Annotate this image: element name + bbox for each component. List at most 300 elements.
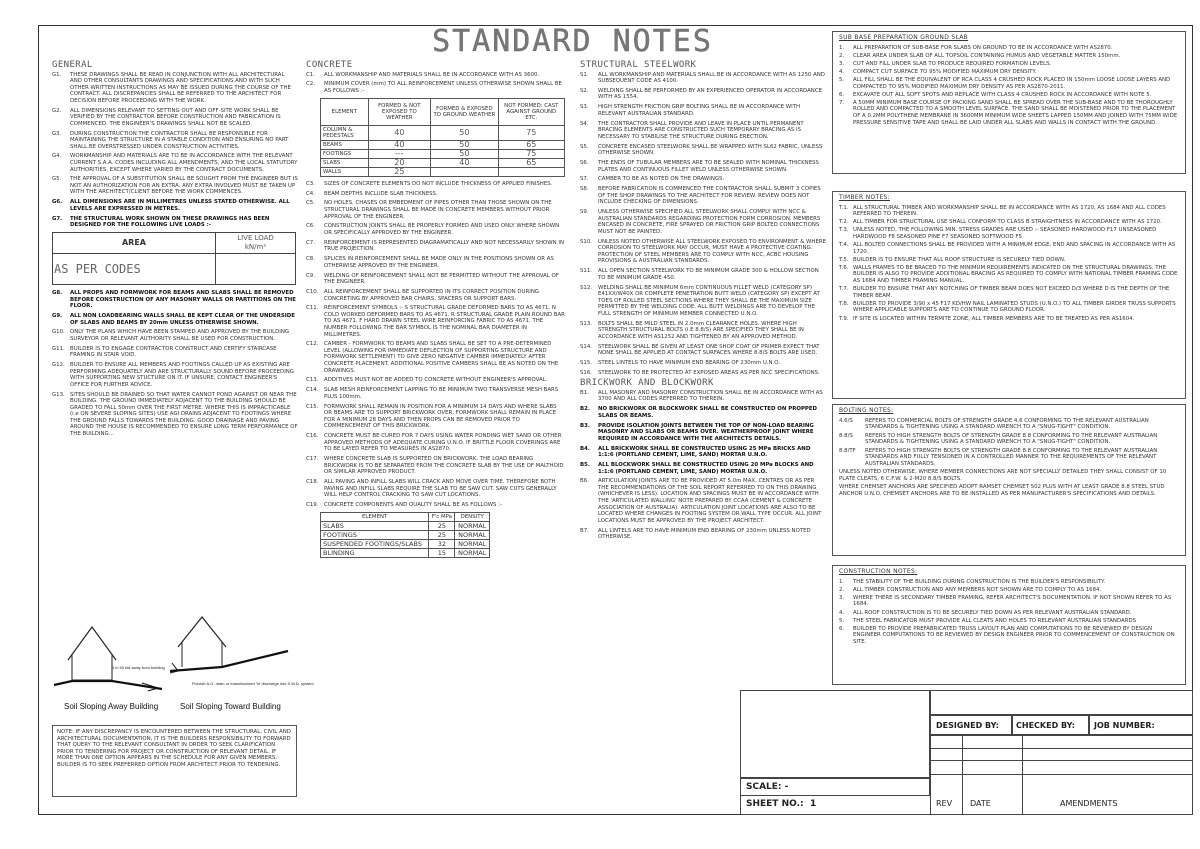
note-number: 8.8/S xyxy=(839,432,853,439)
steel-note-8 xyxy=(580,209,826,235)
concrete-note-2-8 xyxy=(306,305,566,338)
note-number: B4. xyxy=(580,445,590,452)
concrete-note-2-4 xyxy=(306,240,566,253)
quality-header-2: DENSITY xyxy=(455,512,490,521)
general-note-2-3 xyxy=(52,346,298,359)
note-number: S8. xyxy=(580,186,589,193)
general-note-2-2 xyxy=(52,329,298,342)
page-title: STANDARD NOTES xyxy=(432,24,713,59)
note-number: T.9. xyxy=(839,315,849,322)
note-text: CAMBER - FORMWORK TO BEAMS AND SLABS SHALL BE SET TO A PRE-DETERMINED LEVEL (ALLOWING FOR IMMEDIATE DEFLECTION OF SUPPORTING STRUCTURE AND FORMWORK SETTLEMENT) TO GIVE ZERO NEGATIVE CAMBER IMMEDIATELY AFTER CONCRETE PLACEMENT. ADDITIONAL POSITIVE CAMBERS SHALL BE AS NOTED ON THE DRAWINGS. xyxy=(324,341,559,374)
quality-header-1: F'c MPa xyxy=(429,512,455,521)
note-number: C17. xyxy=(306,456,319,463)
concrete-note-2-5 xyxy=(306,256,566,269)
job-number-label: JOB NUMBER: xyxy=(1094,721,1155,730)
quality-cell: NORMAL xyxy=(455,548,490,557)
scale-label: SCALE: - xyxy=(746,782,789,792)
construction-note-3 xyxy=(839,610,1179,617)
note-text: COMPACT CUT SURFACE TO 95% MODIFIED MAXIMUM DRY DENSITY. xyxy=(853,68,1037,75)
note-text: MINIMUM COVER (mm) TO ALL REINFORCEMENT UNLESS OTHERWISE SHOWN SHALL BE AS FOLLOWS :- xyxy=(324,81,562,94)
note-number: S14. xyxy=(580,343,592,350)
note-text: ALL MASONRY AND MASONRY CONSTRUCTION SHALL BE IN ACCORDANCE WITH AS 3700 AND ALL CODES REFERRED TO THEREIN. xyxy=(598,389,823,403)
note-number: S9. xyxy=(580,209,589,216)
steel-note-12 xyxy=(580,321,826,341)
general-note-1 xyxy=(52,108,298,128)
note-number: C4. xyxy=(306,190,315,197)
construction-note-5 xyxy=(839,626,1179,646)
sub-base-note-3 xyxy=(839,69,1179,76)
note-text: THE ENDS OF TUBULAR MEMBERS ARE TO BE SEALED WITH NOMINAL THICKNESS PLATES AND CONTINUOUS FILLET WELD UNLESS OTHERWISE SHOWN. xyxy=(598,160,819,173)
note-number: 7. xyxy=(839,99,845,106)
sketch-toward xyxy=(170,617,288,673)
note-number: S7. xyxy=(580,176,589,183)
note-number: S16. xyxy=(580,369,592,376)
cover-table xyxy=(320,98,565,177)
sketch-away xyxy=(54,627,162,691)
note-number: B7. xyxy=(580,527,589,534)
concrete-note-2-16 xyxy=(306,502,566,509)
cover-cell: COLUMN & PEDESTALS xyxy=(321,125,369,140)
note-text: THE STEEL FABRICATOR MUST PROVIDE ALL CLEATS AND HOLES TO RELEVANT AUSTRALIAN STANDARDS xyxy=(853,617,1137,624)
note-number: B1. xyxy=(580,389,589,396)
note-text: WALLS FRAMES TO BE BRACED TO THE MINIMUM REQUIREMENTS INDICATED ON THE STRUCTURAL DRAWINGS. THE BUILDER IS ALSO TO PROVIDE ADDITIONAL BRACING AS REQUIRED TO COMPLY WITH NATIONAL TIMBER FRAMING CODE AS 1684 AND TIMBER FRAMING MANUAL. xyxy=(853,264,1178,284)
cover-cell: SLABS xyxy=(321,158,369,167)
note-number: S4. xyxy=(580,120,589,127)
quality-cell: 15 xyxy=(429,548,455,557)
cover-cell: 50 xyxy=(431,140,498,149)
note-text: WELDING OF REINFORCEMENT SHALL NOT BE PERMITTED WITHOUT THE APPROVAL OF THE ENGINEER. xyxy=(324,272,559,286)
steel-heading: STRUCTURAL STEELWORK xyxy=(580,60,697,70)
construction-note-4 xyxy=(839,618,1179,625)
note-number: T.1. xyxy=(839,204,849,211)
bolting-extra-1: UNLESS NOTED OTHERWISE, WHERE MEMBER CONNECTIONS ARE NOT SPECIALLY DETAILED THEY SHALL CONSIST OF 10 PLATE CLEATS, 6 C.F.W. & 2-M20 8.8/S BOLTS. xyxy=(839,469,1167,482)
general-column xyxy=(52,62,298,441)
note-number: T.7. xyxy=(839,286,849,293)
note-text: UNLESS OTHERWISE SPECIFIED ALL STEELWORK SHALL COMPLY WITH NCC & AUSTRALIAN STANDARDS REGARDING PROTECTION FORM CORROSION. MEMBERS ENCASED IN CONCRETE, FIRE SPRAYED OR FRICTION GRIP BOLTED CONNECTIONS MUST NOT BE PAINTED. xyxy=(598,209,821,235)
note-text: THE STABILITY OF THE BUILDING DURING CONSTRUCTION IS THE BUILDER'S RESPONSIBILITY. xyxy=(853,578,1106,585)
table-row xyxy=(321,521,490,530)
bolting-heading: BOLTING NOTES: xyxy=(839,407,894,414)
note-text: WELDING SHALL BE PERFORMED BY AN EXPERIENCED OPERATOR IN ACCORDANCE WITH AS 1554. xyxy=(598,87,823,101)
note-text: DURING CONSTRUCTION THE CONTRACTOR SHALL BE RESPONSIBLE FOR MAINTAINING THE STRUCTURE IN A STABLE CONDITION AND ENSURING NO PART SHALL BE OVERSTRESSED UNDER CONSTRUCTION ACTIVITIES. xyxy=(70,130,289,150)
note-number: S6. xyxy=(580,160,589,167)
timber-note-7 xyxy=(839,301,1179,314)
concrete-note-2-14 xyxy=(306,456,566,476)
note-number: G5. xyxy=(52,176,62,183)
quality-header-0: ELEMENT xyxy=(321,512,429,521)
steel-note-0 xyxy=(580,72,826,85)
steel-note-11 xyxy=(580,285,826,318)
live-load-header xyxy=(216,233,296,254)
timber-note-3 xyxy=(839,242,1179,255)
sub-base-note-6 xyxy=(839,100,1179,126)
note-number: T.5. xyxy=(839,256,849,263)
note-number: S12. xyxy=(580,284,592,291)
timber-note-4 xyxy=(839,257,1179,264)
note-number: S13. xyxy=(580,320,592,327)
quality-cell: FOOTINGS xyxy=(321,530,429,539)
concrete-note-2-2 xyxy=(306,200,566,220)
general-note-4 xyxy=(52,176,298,196)
concrete-note-2-7 xyxy=(306,289,566,302)
note-text: BEFORE FABRICATION IS COMMENCED THE CONTRACTOR SHALL SUBMIT 3 COPIES OF THE SHOP DRAWINGS TO THE ARCHITECT FOR REVIEW. REVIEW DOES NOT INCLUDE CHECKING OF DIMENSIONS. xyxy=(598,186,821,206)
construction-note-2 xyxy=(839,595,1179,608)
general-note-3 xyxy=(52,153,298,173)
note-text: ALL ROOF CONSTRUCTION IS TO BE SECURELY TIED DOWN AS PER RELEVANT AUSTRALIAN STANDARD. xyxy=(853,609,1132,616)
note-text: FORMWORK SHALL REMAIN IN POSITION FOR A MINIMUM 14 DAYS AND WHERE SLABS OR BEAMS ARE TO SUPPORT BRICKWORK OVER, FORMWORK SHALL REMAIN IN PLACE FOR A MINIMUM 28 DAYS AND THEN PROPS CAN BE REMOVED PRIOR TO COMMENCEMENT OF THIS BRICKWORK. xyxy=(324,403,557,430)
steel-note-3 xyxy=(580,121,826,141)
tb-top-empty xyxy=(930,690,1193,715)
note-text: SPLICES IN REINFORCEMENT SHALL BE MADE ONLY IN THE POSITIONS SHOWN OR AS OTHERWISE APPROVED BY THE ENGINEER. xyxy=(324,256,554,269)
concrete-notes-2 xyxy=(306,181,566,509)
area-value: AS PER CODES xyxy=(53,254,216,285)
note-number: G10. xyxy=(52,329,65,336)
note-number: 1. xyxy=(839,578,845,585)
note-text: CONCRETE ENCASED STEELWORK SHALL BE WRAPPED WITH SL62 FABRIC, UNLESS OTHERWISE SHOWN. xyxy=(598,143,823,157)
note-number: S15. xyxy=(580,359,592,366)
bolting-box xyxy=(832,404,1186,556)
note-text: ALL BLOCKWORK SHALL BE CONSTRUCTED USING 20 MPa BLOCKS AND 1:1:6 (PORTLAND CEMENT, LIME, SAND) MORTAR U.N.O. xyxy=(598,461,814,475)
general-note-0 xyxy=(52,72,298,105)
general-notes-2 xyxy=(52,290,298,437)
note-text: CONCRETE MUST BE CURED FOR 7 DAYS USING WATER PONDING WET SAND OR OTHER APPROVED METHODS OF ADEQUATE CURING U.N.O. IF BRITTLE FLOOR COVERINGS ARE TO BE LAYED REFER TO MEASURES IN AS2870. xyxy=(324,433,562,453)
note-number: G3. xyxy=(52,130,62,137)
note-number: 4. xyxy=(839,68,845,75)
note-text: HIGH STRENGTH FRICTION GRIP BOLTING SHALL BE IN ACCORDANCE WITH RELEVANT AUSTRALIAN STANDARD. xyxy=(598,104,801,117)
cover-cell: 75 xyxy=(498,125,564,140)
concrete-note-2-13 xyxy=(306,433,566,453)
note-text: ALL NON LOADBEARING WALLS SHALL BE KEPT CLEAR OF THE UNDERSIDE OF SLABS AND BEAMS BY 20mm UNLESS OTHERWISE SHOWN. xyxy=(70,313,295,326)
timber-notes xyxy=(839,205,1179,323)
steel-note-13 xyxy=(580,344,826,357)
steel-note-9 xyxy=(580,239,826,265)
note-number: T.8. xyxy=(839,300,849,307)
quality-cell: SLABS xyxy=(321,521,429,530)
note-text: STEEL LINTELS TO HAVE MINIMUM END BEARING OF 230mm U.N.O. xyxy=(598,359,781,366)
note-number: C10. xyxy=(306,288,319,295)
soil-sketch xyxy=(52,605,314,715)
brick-note-2 xyxy=(580,423,826,443)
note-text: NO HOLES, CHASES OR EMBEDMENT OF PIPES OTHER THAN THOSE SHOWN ON THE STRUCTURAL DRAWINGS SHALL BE MADE IN CONCRETE MEMBERS WITHOUT PRIOR APPROVAL OF THE ENGINEER. xyxy=(324,200,552,220)
cover-header-2: FORMED & EXPOSED TO GROUND WEATHER xyxy=(431,98,498,125)
concrete-heading: CONCRETE xyxy=(306,60,353,70)
general-note-2-1 xyxy=(52,313,298,326)
note-text: BUILDER TO PROVIDE PREFABRICATED TRUSS LAYOUT PLAN AND COMPUTATIONS TO BE REVIEWED BY DESIGN ENGINEER COMPUTATIONS TO BE REVIEWED BY DESIGN ENGINEER PRIOR TO COMMENCEMENT OF CONSTRUCTION ON SITE. xyxy=(853,625,1175,645)
table-row xyxy=(321,167,565,176)
note-text: ALL BRICKWORK SHALL BE CONSTRUCTED USING 25 MPa BRICKS AND 1:1:6 (PORTLAND CEMENT, LIME, SAND) MORTAR U.N.O. xyxy=(598,445,811,459)
note-text: CAMBER TO BE AS NOTED ON THE DRAWINGS. xyxy=(598,176,725,183)
cover-cell: 50 xyxy=(431,125,498,140)
rev-label: REV xyxy=(936,799,953,808)
note-text: BUILDER TO ENSURE THAT ANY NOTCHING OF TIMBER BEAM DOES NOT EXCEED D/3 WHERE D IS THE DEPTH OF THE TIMBER BEAM. xyxy=(853,286,1170,299)
timber-heading: TIMBER NOTES: xyxy=(839,194,890,201)
concrete-note-2-1 xyxy=(306,191,566,198)
quality-table xyxy=(320,512,490,558)
sub-base-note-1 xyxy=(839,53,1179,60)
quality-cell: 32 xyxy=(429,539,455,548)
note-number: T.4. xyxy=(839,242,849,249)
designed-by-label: DESIGNED BY: xyxy=(936,721,999,730)
note-number: 2. xyxy=(839,52,845,59)
note-number: S3. xyxy=(580,104,589,111)
note-number: C3. xyxy=(306,180,315,187)
note-number: 3. xyxy=(839,60,845,67)
bolting-note-2 xyxy=(839,448,1179,468)
timber-box xyxy=(832,191,1186,399)
table-row xyxy=(321,530,490,539)
discrepancy-note-box xyxy=(52,725,297,797)
cover-cell: 40 xyxy=(368,140,431,149)
sub-base-heading: SUB BASE PREPARATION GROUND SLAB xyxy=(839,34,969,41)
table-row xyxy=(321,548,490,557)
note-text: CUT AND FILL UNDER SLAB TO PRODUCE REQUIRED FORMATION LEVELS. xyxy=(853,60,1052,67)
note-text: BUILDER IS TO ENSURE THAT ALL ROOF STRUCTURE IS SECURELY TIED DOWN. xyxy=(853,256,1066,263)
note-text: STEELWORK SHALL BE GIVEN AT LEAST ONE SHOP COAT OF PRIMER EXPECT THAT NONE SHALL BE APPLIED AT CONTACT SURFACES WHERE 8.8/S BOLTS ARE USED. xyxy=(598,343,820,357)
quality-cell: 25 xyxy=(429,521,455,530)
note-number: G12. xyxy=(52,362,65,369)
note-text: THE CONTRACTOR SHALL PROVIDE AND LEAVE IN PLACE UNTIL PERMANENT BRACING ELEMENTS ARE CONSTRUCTED SUCH TEMPORARY BRACING AS IS NECESSARY TO STABILISE THE STRUCTURE DURING ERECTION. xyxy=(598,120,804,140)
note-text: ALL FILL SHALL BE THE EQUIVALENT OF RCA CLASS 4 CRUSHED ROCK PLACED IN 150mm LOOSE LOOSE LAYERS AND COMPACTED TO 95% MODIFIED MAXIMUM DRY DENSITY AS PER AS2870-2011. xyxy=(853,77,1171,90)
note-text: WHERE CONCRETE SLAB IS SUPPORTED ON BRICKWORK, THE LOAD BEARING BRICKWORK IS TO BE SEPARATED FROM THE CONCRETE SLAB BY THE USE OF MALTHOID OR SIMILAR APPROVED PRODUCT. xyxy=(324,456,564,476)
sketch-left-caption: Soil Sloping Away Building xyxy=(64,702,159,711)
general-note-2 xyxy=(52,131,298,151)
note-number: C14. xyxy=(306,387,319,394)
note-number: B2. xyxy=(580,406,590,413)
note-number: C2. xyxy=(306,81,315,88)
discrepancy-note: NOTE: IF ANY DISCREPANCY IS ENCOUNTERED BETWEEN THE STRUCTURAL, CIVIL AND ARCHITECTURAL DOCUMENTATION, IT IS THE BUILDERS RESPONSIBILITY TO FORWARD THAT QUERY TO THE RELEVANT CONSULTANT IN ORDER TO SEEK CLARIFICATION PRIOR TO TENDERING FOR PROJECT OR CONSTRUCTION OF RELEVANT DETAIL. IF MORE THAN ONE OPTION APPEARS IN THE SCHEDULE FOR ANY GIVEN MEMBERS, BUILDER IS TO SEEK PREFERRED OPTION FROM ARCHITECT PRIOR TO TENDERING. xyxy=(57,729,291,768)
note-number: B6. xyxy=(580,478,589,485)
sub-base-notes xyxy=(839,45,1179,127)
cover-cell: FOOTINGS xyxy=(321,149,369,158)
timber-note-5 xyxy=(839,265,1179,285)
note-text: ALL WORKMANSHIP AND MATERIALS SHALL BE IN ACCORDANCE WITH AS 3600. xyxy=(324,71,540,78)
brick-note-4 xyxy=(580,462,826,475)
brick-notes xyxy=(580,390,826,541)
concrete-note-2-12 xyxy=(306,404,566,430)
general-notes xyxy=(52,72,298,229)
note-text: REFERS TO HIGH STRENGTH BOLTS OF STRENGTH GRADE 8.8 CONFORMING TO THE RELEVANT AUSTRALIAN STANDARDS AND FULLY TENSIONED IN A CONTROLLED MANNER TO THE REQUIREMENTS OF THE RELEVANT AUSTRALIAN STANDARDS. xyxy=(865,447,1158,467)
note-number: C8. xyxy=(306,256,315,263)
note-number: C19. xyxy=(306,501,319,508)
live-load-value xyxy=(216,254,296,285)
note-number: C13. xyxy=(306,377,319,384)
note-text: ALL TIMBER CONSTRUCTION AND ANY MEMBERS NOT SHOWN ARE TO COMPLY TO AS 1684. xyxy=(853,586,1102,593)
note-number: C5. xyxy=(306,200,315,207)
brick-note-5 xyxy=(580,478,826,524)
note-text: REFERS TO HIGH STRENGTH BOLTS OF STRENGTH GRADE 8.8 CONFORMING TO THE RELEVANT AUSTRALIAN STANDARDS & TIGHTENING USING A STANDARD WRENCH TO A "SNUG-TIGHT" CONDITION. xyxy=(865,432,1158,446)
note-number: C18. xyxy=(306,479,319,486)
note-text: THE APPROVAL OF A SUBSTITUTION SHALL BE SOUGHT FROM THE ENGINEER BUT IS NOT AN AUTHORIZATION FOR AN EXTRA. ANY EXTRA INVOLVED MUST BE TAKEN UP WITH THE ARCHITECT/CLIENT BEFORE THE WORK COMMENCES. xyxy=(70,176,298,196)
amend-row-1 xyxy=(930,748,1193,761)
timber-note-1 xyxy=(839,219,1179,226)
concrete-note-1 xyxy=(306,81,566,94)
cover-cell: 40 xyxy=(431,158,498,167)
sheet-no-value: 1 xyxy=(810,799,817,809)
concrete-note-2-15 xyxy=(306,479,566,499)
note-text: ALL PAVING AND INFILL SLABS WILL CRACK AND MOVE OVER TIME. THEREFORE BOTH PAVING AND INFILL SLABS REQUIRE THE SLAB TO BE SAW CUT. SAW CUTS GENERALLY WILL HELP CONTROL CRACKING TO SAW CUT LOCATIONS. xyxy=(324,479,557,499)
note-number: S10. xyxy=(580,238,592,245)
cover-cell: 20 xyxy=(368,158,431,167)
note-text: STEELWORK TO BE PROTECTED AT EXPOSED AREAS AS PER NCC SPECIFICATIONS. xyxy=(598,369,820,376)
note-text: NO BRICKWORK OR BLOCKWORK SHALL BE CONSTRUCTED ON PROPPED SLABS OR BEAMS. xyxy=(598,406,818,419)
note-text: BUILDER TO PROVIDE 3/90 x 45 F17 KD/HW NAIL LAMINATED STUDS (U.N.O.) TO ALL TIMBER GIRDER TRUSS SUPPORTS WHERE APPLICABLE SUPPORTS ARE TO CONTINUE TO GROUND FLOOR. xyxy=(853,300,1176,314)
note-number: T.3. xyxy=(839,227,849,234)
live-load-unit: kN/m² xyxy=(244,243,267,252)
note-text: BOLTS SHALL BE MILD STEEL IN 2.0mm CLEARANCE HOLES. WHERE HIGH STRENGTH STRUCTURAL BOLTS (i.E 8.8/S) ARE SPECIFIED THEY SHALL BE IN ACCORDANCE WITH AS1252 AND TIGHTENED BY AN APPROVED METHOD. xyxy=(598,320,804,340)
note-number: 6. xyxy=(839,625,845,632)
brick-note-0 xyxy=(580,390,826,403)
timber-note-8 xyxy=(839,316,1179,323)
note-text: THESE DRAWINGS SHALL BE READ IN CONJUNCTION WITH ALL ARCHITECTURAL AND OTHER CONSULTANTS DRAWINGS AND SPECIFICATIONS AND WITH SUCH OTHER WRITTEN INSTRUCTIONS AS MAY BE ISSUED DURING THE COURSE OF THE CONTRACT. ALL DISCREPANCIES SHALL BE REFERRED TO THE ARCHITECT FOR DECISION BEFORE PROCEEDING WITH THE WORK. xyxy=(70,71,291,104)
note-number: C9. xyxy=(306,272,315,279)
note-text: BEAM DEPTHS INCLUDE SLAB THICKNESS. xyxy=(324,190,438,197)
bolting-note-1 xyxy=(839,433,1179,446)
note-number: C12. xyxy=(306,341,319,348)
sub-base-box xyxy=(832,31,1186,174)
brick-note-3 xyxy=(580,446,826,459)
steel-note-4 xyxy=(580,144,826,157)
cover-cell xyxy=(431,167,498,176)
bolting-note-0 xyxy=(839,418,1179,431)
bolting-notes xyxy=(839,418,1179,468)
cover-cell: --- xyxy=(368,149,431,158)
note-number: G7. xyxy=(52,215,63,222)
concrete-note-2-0 xyxy=(306,181,566,188)
note-number: G11. xyxy=(52,345,65,352)
note-number: G4. xyxy=(52,153,62,160)
timber-note-0 xyxy=(839,205,1179,218)
cover-cell: 65 xyxy=(498,140,564,149)
steel-note-6 xyxy=(580,176,826,183)
note-text: WELDING SHALL BE MINIMUM 6mm CONTINUOUS FILLET WELD (CATEGORY SP) E41XX/W40X OR COMPLETE PENETRATION BUTT WELD (CATEGORY SP) EXCEPT AT TOES OF ROLLED STEEL SECTIONS WHERE THEY SHALL BE THE MAXIMUM SIZE PERMITTED BY THE WELDING CODE. ALL BUTT WELDINGS ARE TO DEVELOP THE FULL STRENGTH OF MINIMUM MEMBER CONNECTED U.N.O. xyxy=(598,284,820,317)
cover-header-0: ELEMENT xyxy=(321,98,369,125)
note-number: S1. xyxy=(580,71,589,78)
timber-note-2 xyxy=(839,227,1179,240)
table-row xyxy=(321,149,565,158)
steel-note-1 xyxy=(580,88,826,101)
general-note-2-0 xyxy=(52,290,298,310)
sub-base-note-2 xyxy=(839,61,1179,68)
note-text: A 50MM MINIMUM BASE COURSE OF PACKING SAND SHALL BE SPREAD OVER THE SUB-BASE AND TO BE THOROUGHLY ROLLED AND COMPACTED TO A SMOOTH LEVEL SURFACE. THE SAND SHALL BE MOISTENED PRIOR TO THE PLACEMENT OF A 0.2MM POLYTHENE MEMBRANE IN 3600MM MINIMUM WIDE SHEETS LAPPED 150MM AND JOINED WITH 75MM WIDE PRESSURE SENSITIVE TAPE AND SHALL BE LAID UNDER ALL SLABS AND WALLS IN CONTACT WITH THE GROUND. xyxy=(853,99,1178,126)
title-logo-area xyxy=(740,690,930,778)
note-number: B5. xyxy=(580,461,590,468)
note-number: G6. xyxy=(52,199,63,206)
brick-note-6 xyxy=(580,528,826,541)
note-number: B3. xyxy=(580,422,590,429)
cover-cell: 50 xyxy=(431,149,498,158)
construction-note-1 xyxy=(839,587,1179,594)
sketch-right-caption: Soil Sloping Toward Building xyxy=(180,702,281,711)
note-number: C7. xyxy=(306,239,315,246)
note-text: BUILDER IS TO ENGAGE CONTRACTOR CONSTRUCT AND CERTIFY STAIRCASE FRAMING IN STAIR VOID. xyxy=(70,345,277,359)
concrete-column xyxy=(306,62,566,558)
steel-note-5 xyxy=(580,160,826,173)
note-number: 1. xyxy=(839,44,845,51)
quality-cell: NORMAL xyxy=(455,530,490,539)
note-number: S11. xyxy=(580,268,592,275)
note-text: REINFORCEMENT SYMBOLS :- S STRUCTURAL GRADE DEFORMED BARS TO AS 4671. N COLD WORKED DEFORMED BARS TO AS 4671. R STRUCTURAL GRADE PLAIN ROUND BAR TO AS 4671. F HARD DRAWN STEEL WIRE REINFORCING FABRIC TO AS 4671. THE NUMBER FOLLOWING THE BAR SYMBOL IS THE NOMINAL BAR DIAMETER IN MILLIMETRES. xyxy=(324,305,565,338)
brick-heading: BRICKWORK AND BLOCKWORK xyxy=(580,378,714,389)
general-note-2-4 xyxy=(52,362,298,388)
note-text: CONCRETE COMPONENTS AND QUALITY SHALL BE AS FOLLOWS :- xyxy=(324,501,502,508)
note-text: ALL STRUCTURAL TIMBER AND WORKMANSHIP SHALL BE IN ACCORDANCE WITH AS 1720, AS 1684 AND ALL CODES REFERRED TO THEREIN. xyxy=(853,204,1166,218)
bolting-extra-2: WHERE CHEMSET ANCHORS ARE SPECIFIED ADOPT RAMSET CHEMSET 502 PLUS WITH AT LEAST GRADE 8.8 STEEL STUD ANCHOR U.N.O. CHEMSET ANCHORS ARE TO BE INSTALLED AS PER MANUFACTURER'S SPECIFICATIONS AND DETAILS. xyxy=(839,484,1165,498)
note-text: ALL BOLTED CONNECTIONS SHALL BE PROVIDED WITH A MINIMUM EDGE, END AND SPACING IN ACCORDANCE WITH AS 1720. xyxy=(853,242,1176,255)
steel-notes xyxy=(580,72,826,377)
sheet-no-label: SHEET NO.: xyxy=(746,799,804,809)
cover-header-3: NOT FORMED: CAST AGAINST GROUND ETC. xyxy=(498,98,564,125)
table-row xyxy=(321,539,490,548)
note-text: ALL TIMBER FOR STRUCTURAL USE SHALL CONFORM TO CLASS B STRAIGHTNESS IN ACCORDANCE WITH AS 1720. xyxy=(853,219,1162,226)
note-text: ALL LINTELS ARE TO HAVE MINIMUM END BEARING OF 230mm UNLESS NOTED OTHERWISE. xyxy=(598,527,811,541)
note-number: T.2. xyxy=(839,219,849,226)
note-text: ALL REINFORCEMENT SHALL BE SUPPORTED IN ITS CORRECT POSITION DURING CONCRETING BY APPROVED BAR CHAIRS, SPACERS OR SUPPORT BARS. xyxy=(324,288,540,302)
note-text: SLAB MESH REINFORCEMENT LAPPING TO BE MINIMUM TWO TRANSVERSE MESH BARS PLUS 100mm. xyxy=(324,387,559,400)
table-row xyxy=(321,158,565,167)
note-text: ALL OPEN SECTION STEELWORK TO BE MINIMUM GRADE 300 & HOLLOW SECTION TO BE MINIMUM GRADE 450. xyxy=(598,268,819,281)
note-text: WORKMANSHIP AND MATERIALS ARE TO BE IN ACCORDANCE WITH THE RELEVANT CURRENT S.A.A. CODES INCLUDING ALL AMENDMENTS, AND THE LOCAL STATUTORY AUTHORITIES, EXCEPT WHERE VARIED BY THE CONTRACT DOCUMENTS. xyxy=(70,153,298,173)
note-number: 4. xyxy=(839,609,845,616)
note-number: 4.6/S xyxy=(839,417,853,424)
note-text: ALL PREPARATION OF SUB-BASE FOR SLABS ON GROUND TO BE IN ACCORDANCE WITH AS2870. xyxy=(853,44,1113,51)
note-text: ALL PROPS AND FORMWORK FOR BEAMS AND SLABS SHALL BE REMOVED BEFORE CONSTRUCTION OF ANY MASONRY WALLS OR PARTITIONS ON THE FLOOR. xyxy=(70,290,296,310)
note-number: 6. xyxy=(839,91,845,98)
general-note-5 xyxy=(52,199,298,212)
cover-cell: WALLS xyxy=(321,167,369,176)
cover-header-1: FORMED & NOT EXPOSED TO WEATHER xyxy=(368,98,431,125)
note-number: C6. xyxy=(306,223,315,230)
note-text: UNLESS NOTED, THE FOLLOWING MIN. STRESS GRADES ARE USED :- SEASONED HARDWOOD F17 UNSEASONED HARDWOOD F8 SEASONED PINE F7 SEASONED SOFTWOOD F5 xyxy=(853,227,1157,240)
cover-cell xyxy=(498,167,564,176)
note-text: SITES SHOULD BE DRAINED SO THAT WATER CANNOT POND AGAINST OR NEAR THE BUILDING. THE GROUND IMMEDIATELY ADJACENT TO THE BUILDING SHOULD BE GRADED TO FALL 50mm OVER THE FIRST METRE. WHERE THIS IS IMPRACTICABLE (i.e ON SEVERE SLOPING SITES) USE AGI DRAINS ADJACENT TO FOOTINGS WHERE THE GROUND FALLS TOWARDS THE BUILDING. GOOD DRAINAGE AND PAVING AROUND THE HOUSE IS RECOMMENDED TO ENSURE LONG TERM PERFORMANCE OF THE BUILDING... xyxy=(70,391,298,437)
concrete-note-2-9 xyxy=(306,341,566,374)
table-row xyxy=(321,125,565,140)
cover-cell: 75 xyxy=(498,149,564,158)
general-note-6 xyxy=(52,216,298,229)
quality-cell: SUSPENDED FOOTINGS/SLABS xyxy=(321,539,429,548)
live-load-table xyxy=(52,232,296,285)
note-number: G1. xyxy=(52,71,62,78)
construction-note-0 xyxy=(839,579,1179,586)
quality-cell: NORMAL xyxy=(455,539,490,548)
concrete-note-2-11 xyxy=(306,387,566,400)
note-text: CLEAR AREA UNDER SLAB OF ALL TOPSOIL CONTAINING HUMUS AND VEGETABLE MATTER 150mm. xyxy=(853,52,1121,59)
quality-cell: NORMAL xyxy=(455,521,490,530)
note-text: THE STRUCTURAL WORK SHOWN ON THESE DRAWINGS HAS BEEN DESIGNED FOR THE FOLLOWING LIVE LOADS :- xyxy=(70,215,270,229)
construction-heading: CONSTRUCTION NOTES: xyxy=(839,568,918,575)
note-text: SIZES OF CONCRETE ELEMENTS DO NOT INCLUDE THICKNESS OF APPLIED FINISHES. xyxy=(324,180,553,187)
brick-note-1 xyxy=(580,406,826,419)
construction-box xyxy=(832,565,1186,685)
note-number: C15. xyxy=(306,403,319,410)
concrete-note-2-10 xyxy=(306,377,566,384)
note-number: G13. xyxy=(52,391,65,398)
note-text: ARTICULATION JOINTS ARE TO BE PROVIDED AT 5.0m MAX. CENTRES OR AS PER THE RECOMMENDATIONS OF THE SOIL REPORT REFERRED TO ON THIS DRAWING (WHICHEVER IS LESS). LOCATION AND SPACINGS MUST BE IN ACCORDANCE WITH THE 'ARTICULATED WALLING' NOTE PREPARED BY CCAA (CEMENT & CONCRETE ASSOCIATION OF AUSTRALIA). ARTICULATION JOINT LOCATIONS ARE ALSO TO BE LOCATED WHERE CHANGES IN FOOTING SYSTEM OR WALL TYPE OCCUR. ALL JOINT LOCATIONS MUST BE APPROVED BY THE PROJECT ARCHITECT. xyxy=(598,478,822,524)
sketch-left-note: 1 in 50 fall away from building xyxy=(112,665,165,670)
checked-by-label: CHECKED BY: xyxy=(1016,721,1075,730)
note-text: ADDITIVES MUST NOT BE ADDED TO CONCRETE WITHOUT ENGINEER'S APPROVAL. xyxy=(324,377,548,384)
note-text: WHERE THERE IS SECONDARY TIMBER FRAMING, REFER ARCHITECT'S DOCUMENTATION. IF NOT SHOWN REFER TO AS 1684. xyxy=(853,594,1172,608)
note-text: UNLESS NOTED OTHERWISE ALL STEELWORK EXPOSED TO ENVIRONMENT & WHERE CORROSION TO STEELWORK MAY OCCUR, MUST HAVE A PROTECTIVE COATING. PROTECTION OF STEEL MEMBERS ARE TO COMPLY WITH NCC, ACBC HOUSING PROVISIONS & AUSTRALIAN STANDARDS. xyxy=(598,238,827,265)
general-note-2-5 xyxy=(52,392,298,438)
amendments-label: AMENDMENTS xyxy=(1060,799,1118,808)
cover-cell: 25 xyxy=(368,167,431,176)
date-label: DATE xyxy=(970,799,991,808)
sketch-right-note: Provide A.G. drain or manufactured "ie discharge into S.W.D. system xyxy=(192,681,314,686)
area-header: AREA xyxy=(53,233,216,254)
concrete-note-0 xyxy=(306,72,566,79)
note-text: ONLY THE PLANS WHICH HAVE BEEN STAMPED AND APPROVED BY THE BUILDING SURVEYOR OR RELEVANT AUTHORITY SHALL BE USED FOR CONSTRUCTION. xyxy=(70,329,290,342)
